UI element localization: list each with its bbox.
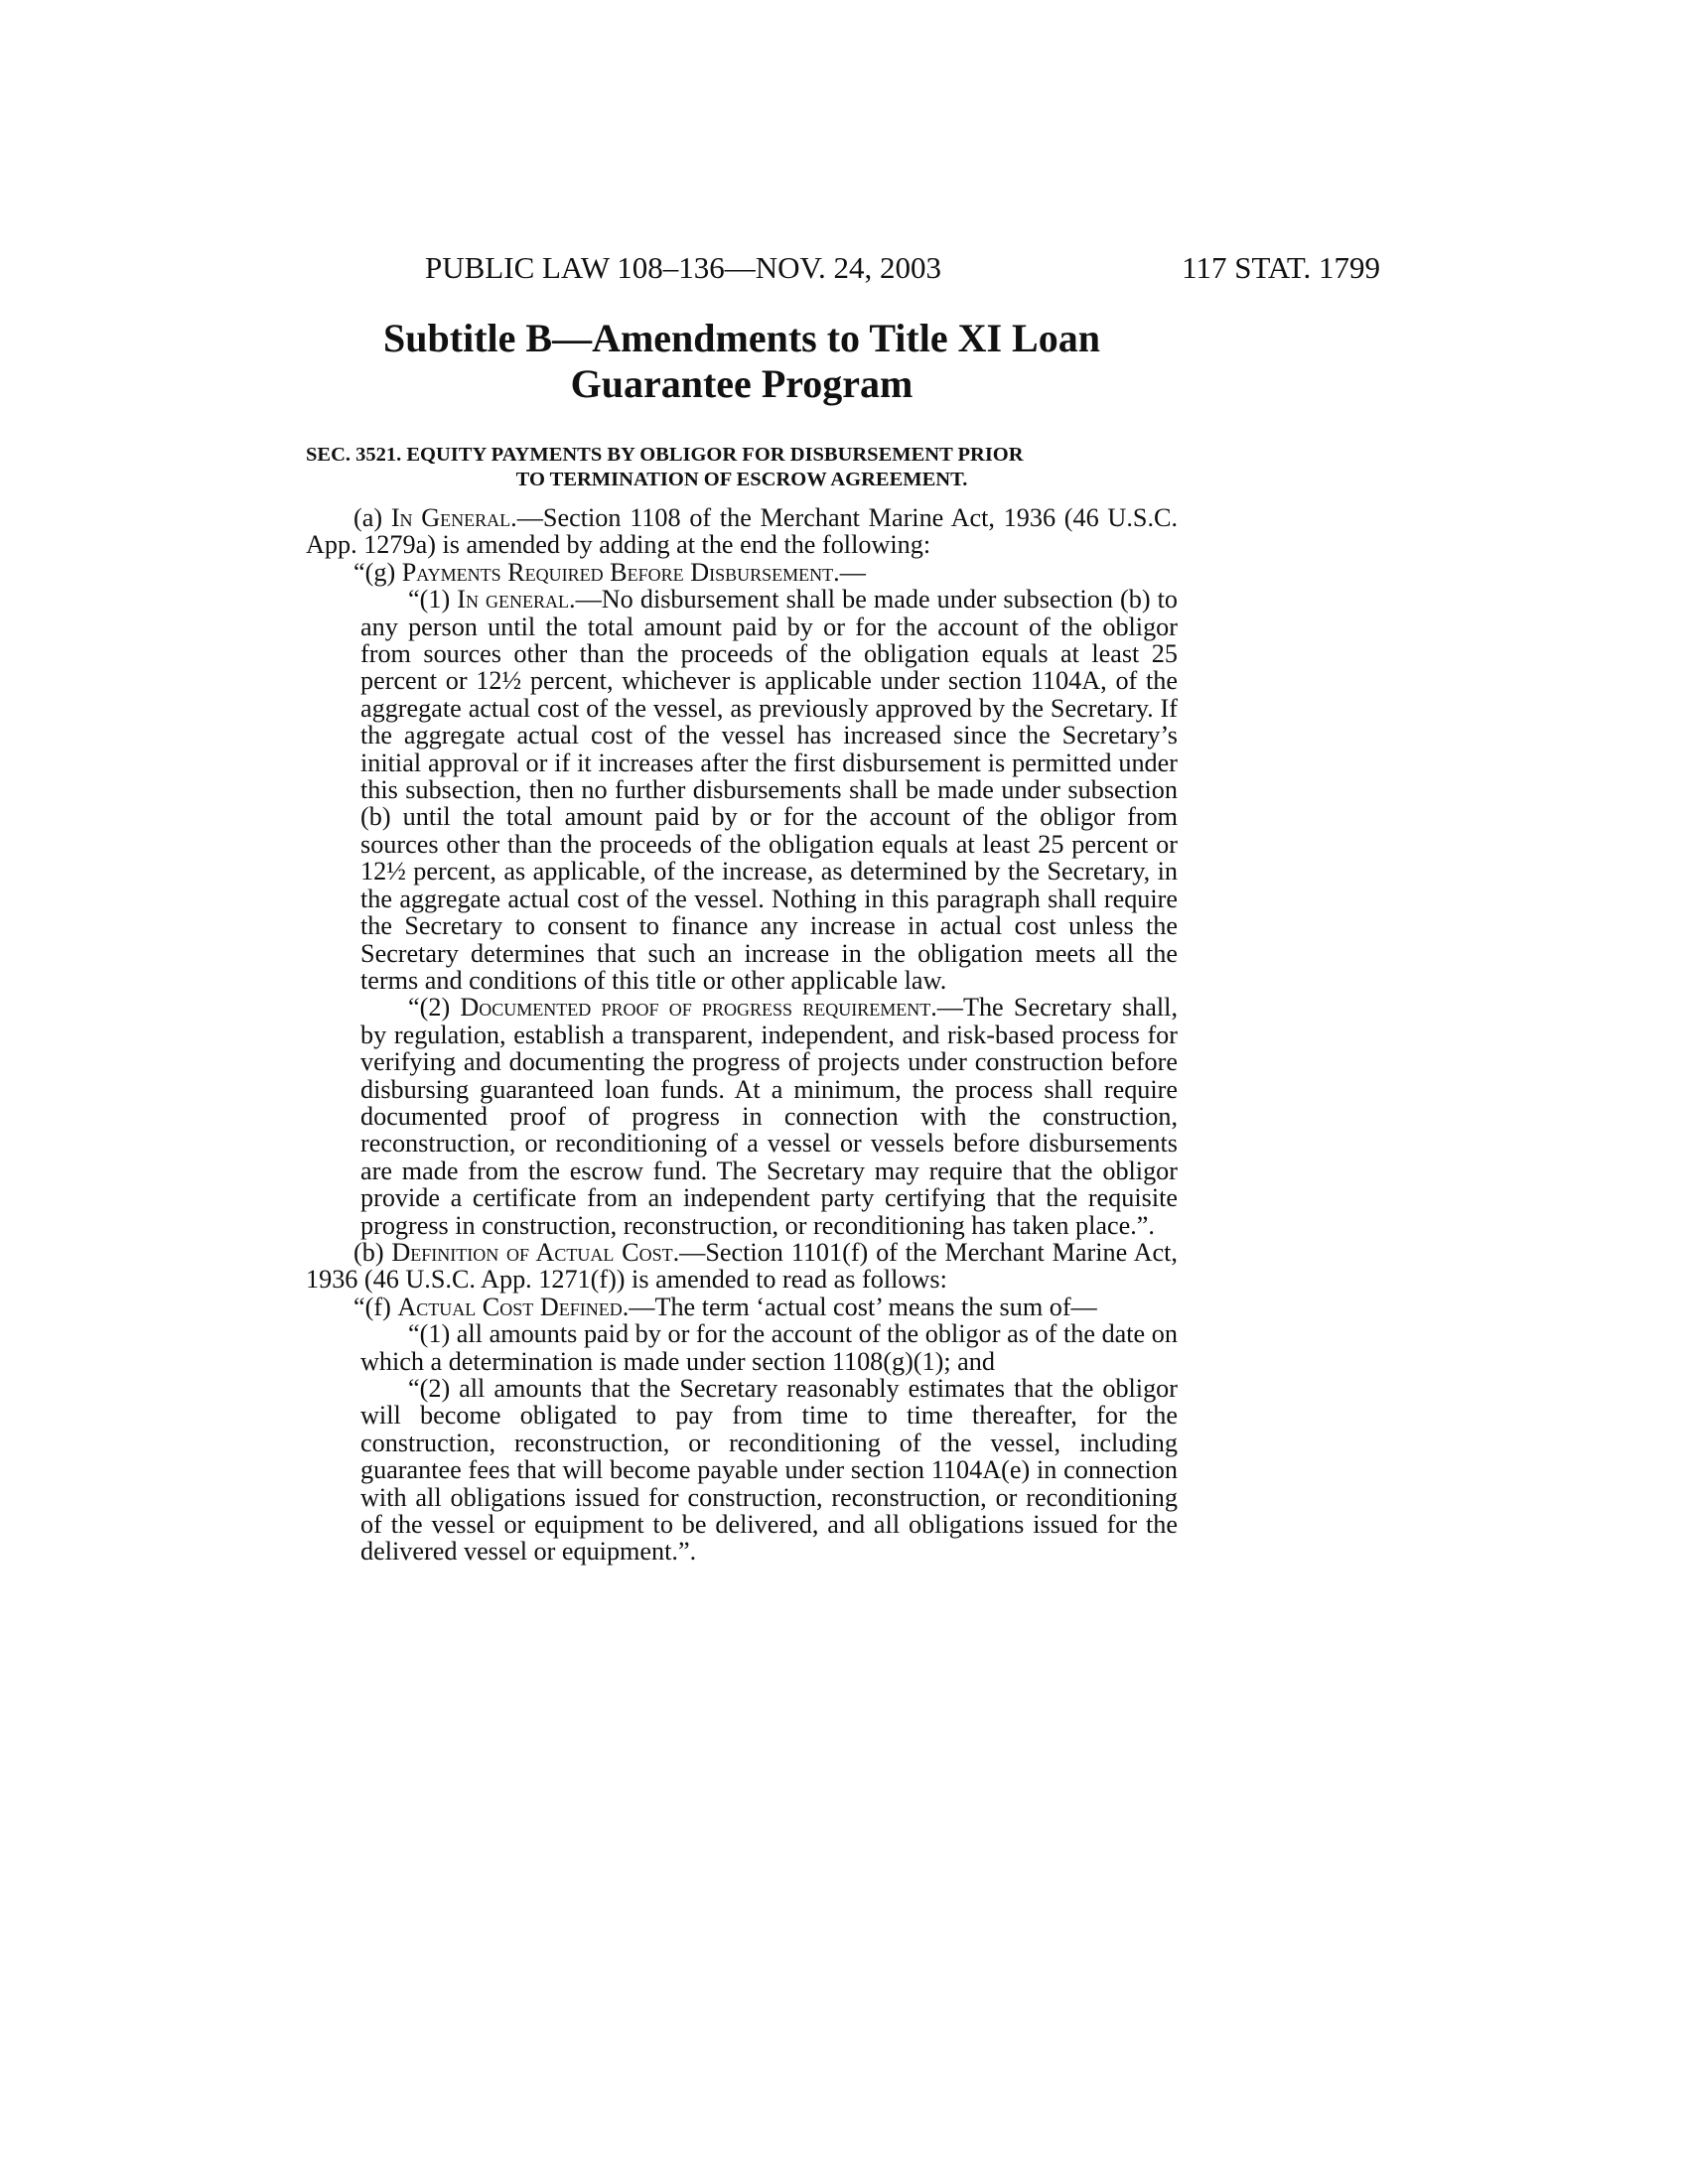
subsection-f-prefix: “(f)	[353, 1292, 398, 1321]
paragraph-a-prefix: (a)	[353, 503, 391, 532]
paragraph-a-heading: In General.	[390, 503, 517, 532]
paragraph-g2-prefix: “(2)	[408, 993, 461, 1023]
paragraph-f2: “(2) all amounts that the Secretary reasonably estimates that the obligor will become obligated to pay from time to time thereafter, for the construction, reconstruction, or reconditioning of the vessel, including guarantee fees that will become payable under section 1104A(e) in connection with all obligations issued for construction, reconstruction, or reconditioning of the vessel or equipment to be delivered, and all obligations issued for the delivered vessel or equipment.”.	[360, 1374, 1178, 1567]
subsection-f-text: —The term ‘actual cost’ means the sum of—	[629, 1292, 1097, 1321]
document-body	[306, 316, 1178, 1566]
subsection-g	[306, 559, 1178, 586]
paragraph-a-text: —Section 1108 of the Merchant Marine Act, 1936 (46 U.S.C. App. 1279a) is amended by adding at the end the following:	[306, 503, 1179, 560]
paragraph-a	[306, 504, 1178, 559]
subsection-f-heading: Actual Cost Defined.	[397, 1292, 630, 1321]
paragraph-f1: “(1) all amounts paid by or for the account of the obligor as of the date on which a determination is made under section 1108(g)(1); and	[360, 1319, 1178, 1376]
paragraph-g2-heading: Documented proof of progress requirement.	[460, 993, 937, 1023]
running-header-title: PUBLIC LAW 108–136—NOV. 24, 2003	[425, 250, 941, 285]
subsection-g-text: —	[839, 557, 866, 587]
paragraph-b-text: —Section 1101(f) of the Merchant Marine Act, 1936 (46 U.S.C. App. 1271(f)) is amended to read as follows:	[306, 1237, 1178, 1295]
paragraph-g1-text: —No disbursement shall be made under subsection (b) to any person until the total amount paid by or for the account of the obligor from sources other than the proceeds of the obligation equals at least 25 percent or 12½ percent, whichever is applicable under section 1104A, of the aggregate actual cost of the vessel, as previously approved by the Secretary. If the aggregate actual cost of the vessel has increased since the Secretary’s initial approval or if it increases after the first disbursement is permitted under this subsection, then no further disbursements shall be made under subsection (b) until the total amount paid by or for the account of the obligor from sources other than the proceeds of the obligation equals at least 25 percent or 12½ percent, as applicable, of the increase, as determined by the Secretary, in the aggregate actual cost of the vessel. Nothing in this paragraph shall require the Secretary to consent to finance any increase in actual cost unless the Secretary determines that such an increase in the obligation meets all the terms and conditions of this title or other applicable law.	[360, 585, 1178, 995]
paragraph-g2	[306, 994, 1178, 1239]
section-heading	[306, 443, 1178, 492]
paragraph-g2-text: —The Secretary shall, by regulation, establish a transparent, independent, and risk-based process for verifying and documenting the progress of projects under construction before disbursing guaranteed loan funds. At a minimum, the process shall require documented proof of progress in connection with the construction, reconstruction, or reconditioning of a vessel or vessels before disbursements are made from the escrow fund. The Secretary may require that the obligor provide a certificate from an independent party certifying that the requisite progress in construction, reconstruction, or reconditioning has taken place.”.	[360, 993, 1178, 1240]
section-heading-line-2: TO TERMINATION OF ESCROW AGREEMENT.	[515, 469, 968, 490]
paragraph-b-heading: Definition of Actual Cost.	[391, 1237, 680, 1267]
subtitle-heading	[306, 316, 1178, 407]
subsection-g-prefix: “(g)	[353, 557, 402, 587]
subtitle-line-2: Guarantee Program	[570, 361, 914, 406]
paragraph-g1-prefix: “(1)	[408, 585, 458, 614]
paragraph-g1	[306, 586, 1178, 994]
paragraph-b	[306, 1239, 1178, 1294]
paragraph-g1-heading: In general.	[457, 585, 576, 614]
subtitle-line-1: Subtitle B—Amendments to Title XI Loan	[383, 316, 1100, 360]
running-header	[425, 248, 1380, 288]
subsection-f	[306, 1294, 1178, 1320]
paragraph-b-prefix: (b)	[353, 1237, 392, 1267]
subsection-g-heading: Payments Required Before Disbursement.	[401, 557, 840, 587]
section-heading-line-1: SEC. 3521. EQUITY PAYMENTS BY OBLIGOR FOR DISBURSEMENT PRIOR	[306, 444, 1024, 466]
page-number: 117 STAT. 1799	[1182, 250, 1380, 285]
